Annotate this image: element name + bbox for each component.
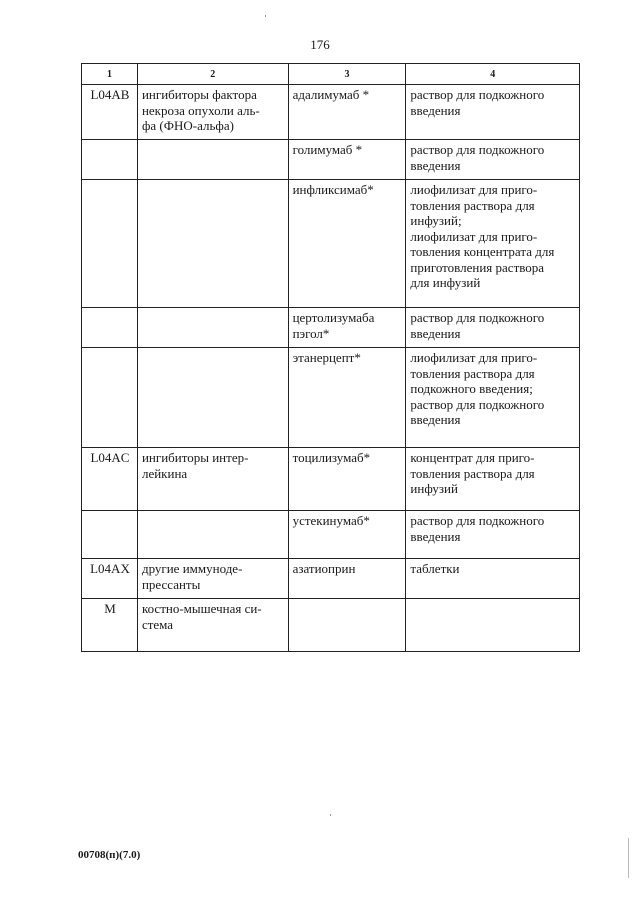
atc-code-cell: L04AC bbox=[82, 448, 138, 511]
atc-code-cell: L04AX bbox=[82, 559, 138, 599]
dosage-form-cell: лиофилизат для приго- товления раствора для инфузий; лиофилизат для приго- товления концентрата для приготовления раствора для инфузий bbox=[406, 180, 580, 308]
group-name-cell bbox=[137, 140, 288, 180]
atc-code-cell: M bbox=[82, 599, 138, 652]
page-number: 176 bbox=[310, 37, 330, 52]
atc-code-cell bbox=[82, 180, 138, 308]
drug-name-cell: адалимумаб * bbox=[288, 85, 406, 140]
header-row bbox=[82, 64, 580, 85]
document-code: 00708(п)(7.0) bbox=[78, 849, 141, 861]
group-name-cell: другие иммуноде- прессанты bbox=[137, 559, 288, 599]
group-name-cell bbox=[137, 348, 288, 448]
scan-mark bbox=[330, 814, 331, 816]
dosage-form-cell: таблетки bbox=[406, 559, 580, 599]
group-name-cell bbox=[137, 511, 288, 559]
atc-code-cell bbox=[82, 140, 138, 180]
table-row bbox=[82, 599, 580, 652]
dosage-form-cell: лиофилизат для приго- товления раствора для подкожного введения; раствор для подкожного введения bbox=[406, 348, 580, 448]
table-row bbox=[82, 180, 580, 308]
atc-code-cell bbox=[82, 308, 138, 348]
atc-code-cell bbox=[82, 348, 138, 448]
dosage-form-cell: раствор для подкожного введения bbox=[406, 85, 580, 140]
group-name-cell: костно-мышечная си- стема bbox=[137, 599, 288, 652]
dosage-form-cell: раствор для подкожного введения bbox=[406, 140, 580, 180]
drug-name-cell bbox=[288, 599, 406, 652]
drug-name-cell: голимумаб * bbox=[288, 140, 406, 180]
scan-edge-line bbox=[628, 838, 629, 878]
medication-table bbox=[81, 63, 580, 652]
group-name-cell bbox=[137, 308, 288, 348]
atc-code-cell bbox=[82, 511, 138, 559]
atc-code-cell: L04AB bbox=[82, 85, 138, 140]
drug-name-cell: этанерцепт* bbox=[288, 348, 406, 448]
dosage-form-cell bbox=[406, 599, 580, 652]
table-row bbox=[82, 448, 580, 511]
column-header-1: 1 bbox=[82, 64, 138, 85]
table-row bbox=[82, 85, 580, 140]
dosage-form-cell: раствор для подкожного введения bbox=[406, 308, 580, 348]
scan-mark bbox=[265, 15, 266, 17]
dosage-form-cell: концентрат для приго- товления раствора для инфузий bbox=[406, 448, 580, 511]
table-row bbox=[82, 511, 580, 559]
group-name-cell bbox=[137, 180, 288, 308]
column-header-2: 2 bbox=[137, 64, 288, 85]
dosage-form-cell: раствор для подкожного введения bbox=[406, 511, 580, 559]
table-row bbox=[82, 559, 580, 599]
table-row bbox=[82, 308, 580, 348]
drug-name-cell: цертолизумаба пэгол* bbox=[288, 308, 406, 348]
drug-name-cell: тоцилизумаб* bbox=[288, 448, 406, 511]
table-row bbox=[82, 348, 580, 448]
column-header-4: 4 bbox=[406, 64, 580, 85]
table-row bbox=[82, 140, 580, 180]
drug-name-cell: устекинумаб* bbox=[288, 511, 406, 559]
drug-name-cell: инфликсимаб* bbox=[288, 180, 406, 308]
group-name-cell: ингибиторы фактора некроза опухоли аль- фа (ФНО-альфа) bbox=[137, 85, 288, 140]
group-name-cell: ингибиторы интер- лейкина bbox=[137, 448, 288, 511]
drug-name-cell: азатиоприн bbox=[288, 559, 406, 599]
column-header-3: 3 bbox=[288, 64, 406, 85]
